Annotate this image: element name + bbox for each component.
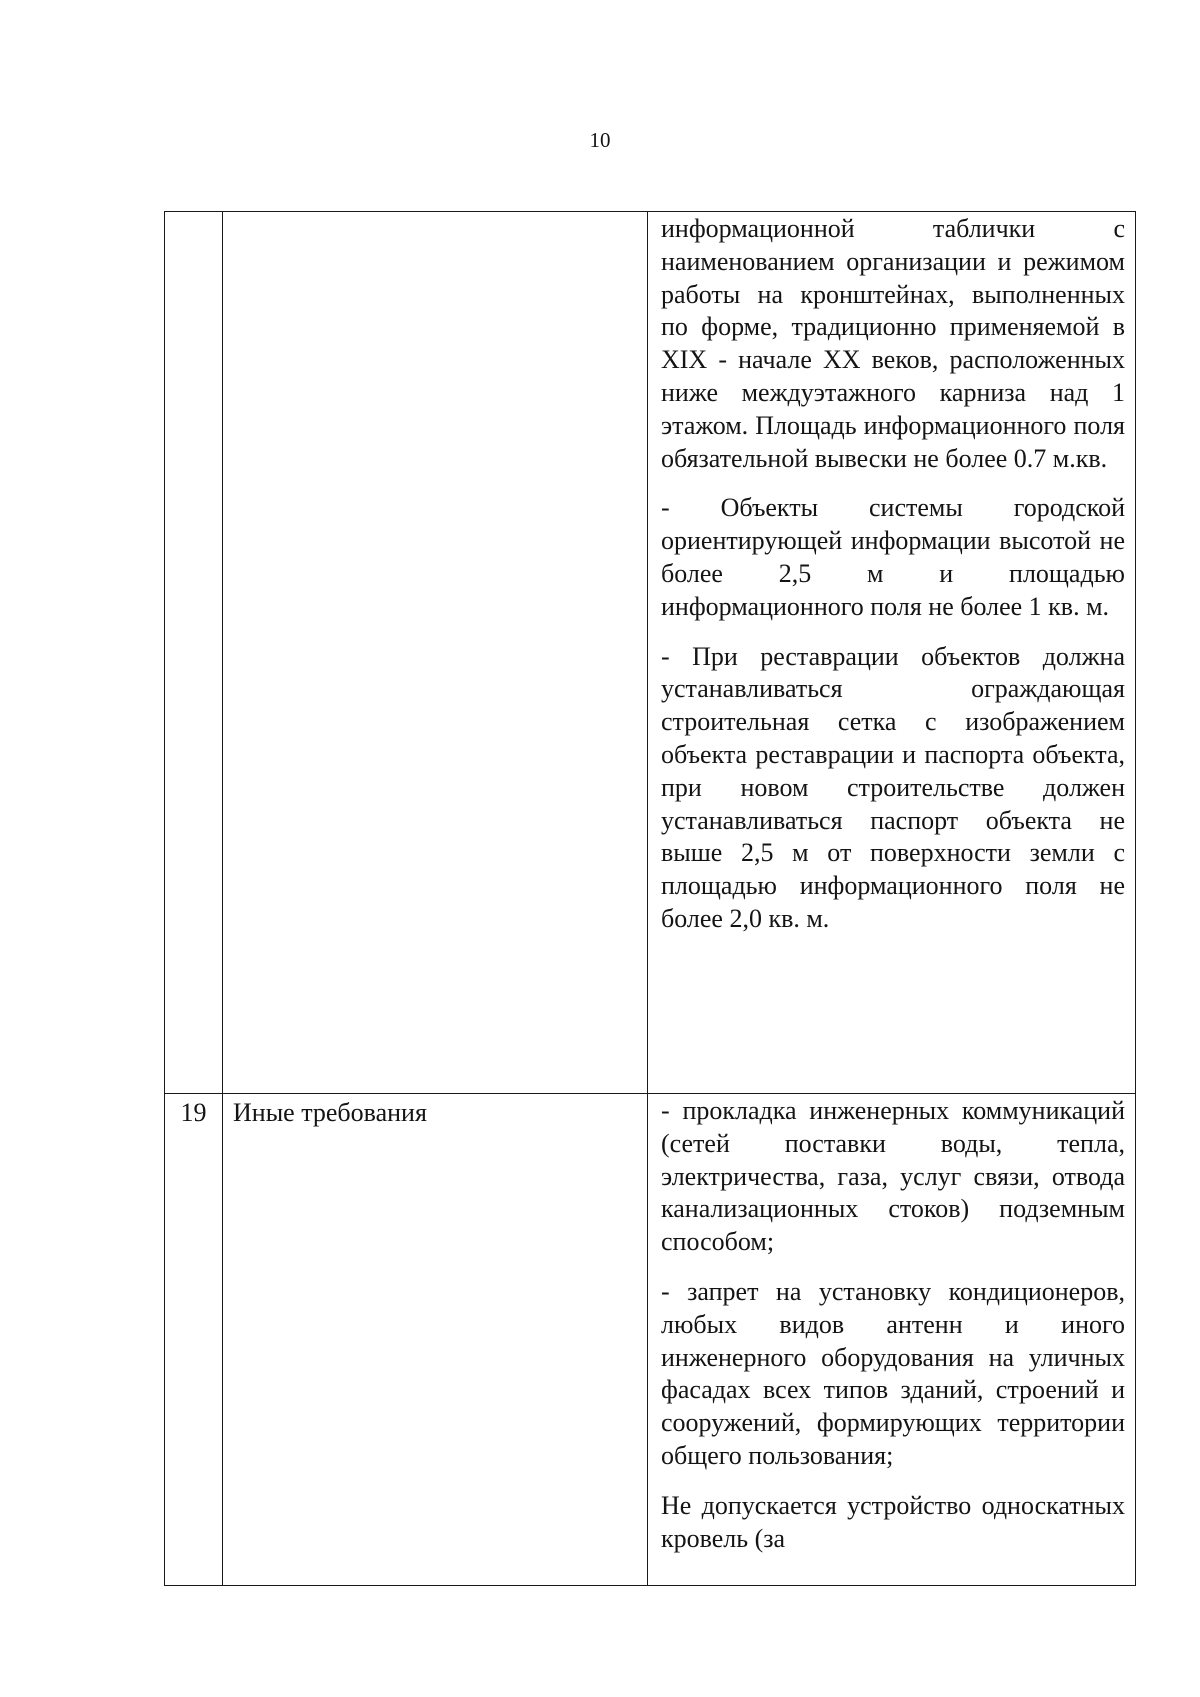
- row-name-cell: Иные требования: [223, 1094, 648, 1586]
- row-name-cell: [223, 212, 648, 1094]
- row-number-cell: 19: [165, 1094, 223, 1586]
- requirement-paragraph: Не допускается устройство односкатных кровель (за: [661, 1490, 1125, 1553]
- row-requirements-cell: [648, 212, 1136, 1094]
- requirement-paragraph: информационной таблички с наименованием организации и режимом работы на кронштейнах, выполненных по форме, традиционно применяемой в XIX - начале XX веков, расположенных ниже междуэтажного карниза над 1 этажом. Площадь информационного поля обязательной вывески не более 0.7 м.кв.: [661, 214, 1125, 473]
- requirement-paragraph: - прокладка инженерных коммуникаций (сетей поставки воды, тепла, электричества, газа, услуг связи, отвода канализационных стоков) подземным способом;: [661, 1096, 1125, 1257]
- requirement-paragraph: - При реставрации объектов должна устанавливаться ограждающая строительная сетка с изображением объекта реставрации и паспорта объекта, при новом строительстве должен устанавливаться паспорт объекта не выше 2,5 м от поверхности земли с площадью информационного поля не более 2,0 кв. м.: [661, 641, 1125, 933]
- row-requirements-cell: [648, 1094, 1136, 1586]
- table-row: [165, 1094, 1136, 1586]
- table-row: [165, 212, 1136, 1094]
- requirement-paragraph: - Объекты системы городской ориентирующей информации высотой не более 2,5 м и площадью информационного поля не более 1 кв. м.: [661, 493, 1125, 621]
- page-number: 10: [589, 128, 611, 152]
- row-number-cell: [165, 212, 223, 1094]
- requirement-paragraph: - запрет на установку кондиционеров, любых видов антенн и иного инженерного оборудования на уличных фасадах всех типов зданий, строений и сооружений, формирующих территории общего пользования;: [661, 1276, 1125, 1470]
- requirements-table: [164, 211, 1136, 1586]
